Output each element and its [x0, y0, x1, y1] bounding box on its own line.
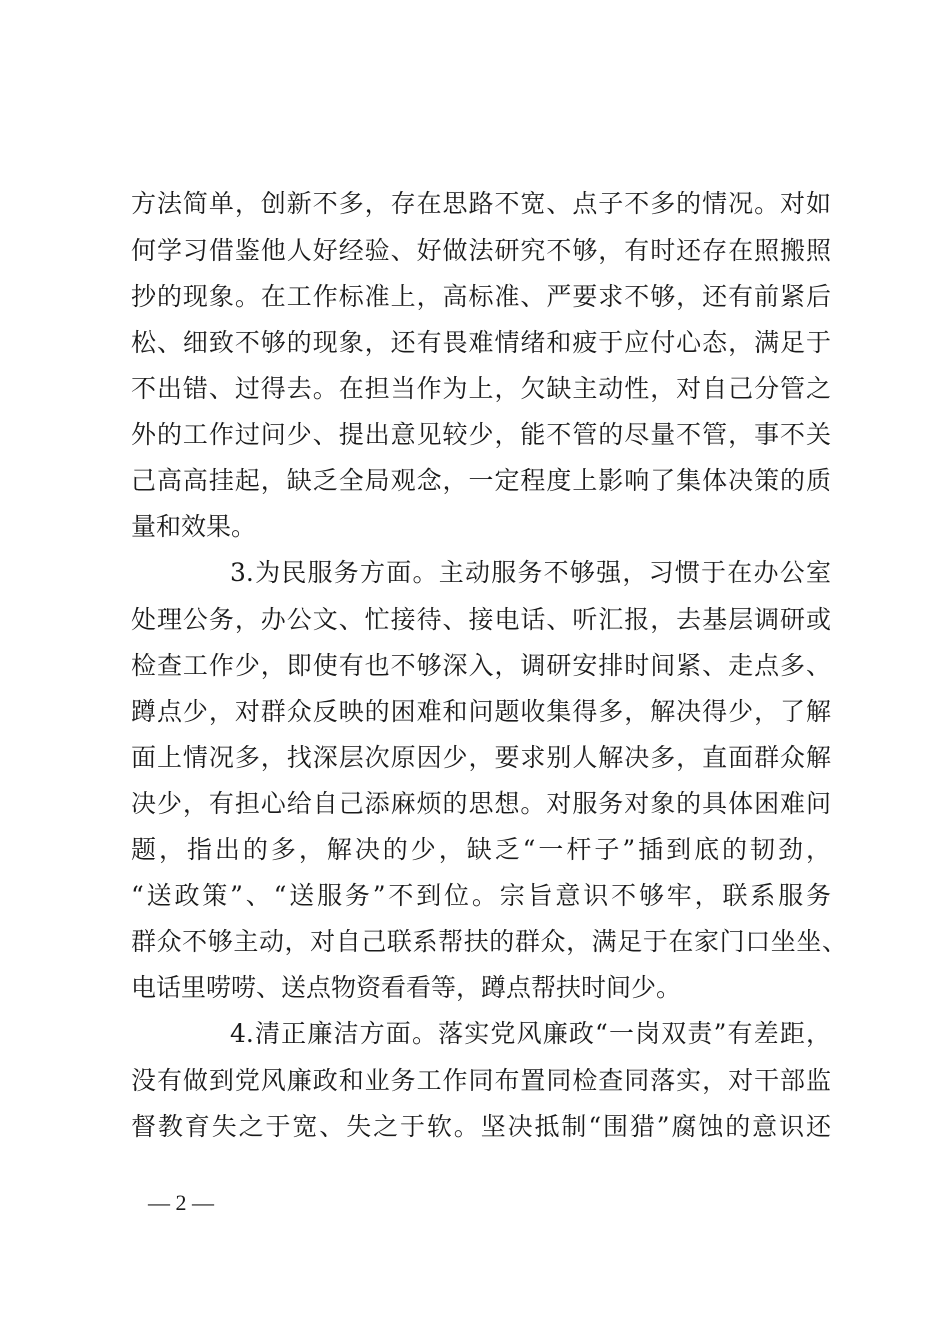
paragraph-line: 方法简单，创新不多，存在思路不宽、点子不多的情况。对如: [131, 189, 831, 218]
paragraph-line: 没有做到党风廉政和业务工作同布置同检查同落实，对干部监: [131, 1066, 831, 1095]
paragraph-line: 己高高挂起，缺乏全局观念，一定程度上影响了集体决策的质: [131, 466, 831, 495]
paragraph-line: 检查工作少，即使有也不够深入，调研安排时间紧、走点多、: [131, 651, 831, 680]
paragraph-line: 题，指出的多，解决的少，缺乏“一杆子”插到底的韧劲，: [131, 835, 831, 864]
page-number: — 2 —: [148, 1190, 214, 1215]
paragraph-line: “送政策”、“送服务”不到位。宗旨意识不够牢，联系服务: [131, 881, 831, 910]
paragraph-line: 量和效果。: [131, 512, 257, 541]
paragraph-line: 蹲点少，对群众反映的困难和问题收集得多，解决得少，了解: [131, 697, 831, 726]
paragraph-line: 群众不够主动，对自己联系帮扶的群众，满足于在家门口坐坐、: [131, 927, 847, 956]
section-heading-line: 4.清正廉洁方面。落实党风廉政“一岗双责”有差距，: [230, 1019, 831, 1048]
paragraph-line: 督教育失之于宽、失之于软。坚决抵制“围猎”腐蚀的意识还: [131, 1112, 831, 1141]
paragraph-line: 不出错、过得去。在担当作为上，欠缺主动性，对自己分管之: [131, 374, 831, 403]
paragraph-line: 处理公务，办公文、忙接待、接电话、听汇报，去基层调研或: [131, 605, 831, 634]
section-heading-line: 3.为民服务方面。主动服务不够强，习惯于在办公室: [230, 558, 831, 587]
paragraph-line: 抄的现象。在工作标准上，高标准、严要求不够，还有前紧后: [131, 282, 831, 311]
paragraph-line: 松、细致不够的现象，还有畏难情绪和疲于应付心态，满足于: [131, 328, 831, 357]
paragraph-line: 电话里唠唠、送点物资看看等，蹲点帮扶时间少。: [131, 973, 682, 1002]
paragraph-line: 外的工作过问少、提出意见较少，能不管的尽量不管，事不关: [131, 420, 831, 449]
paragraph-line: 面上情况多，找深层次原因少，要求别人解决多，直面群众解: [131, 743, 831, 772]
paragraph-line: 决少，有担心给自己添麻烦的思想。对服务对象的具体困难问: [131, 789, 831, 818]
paragraph-line: 何学习借鉴他人好经验、好做法研究不够，有时还存在照搬照: [131, 236, 831, 265]
